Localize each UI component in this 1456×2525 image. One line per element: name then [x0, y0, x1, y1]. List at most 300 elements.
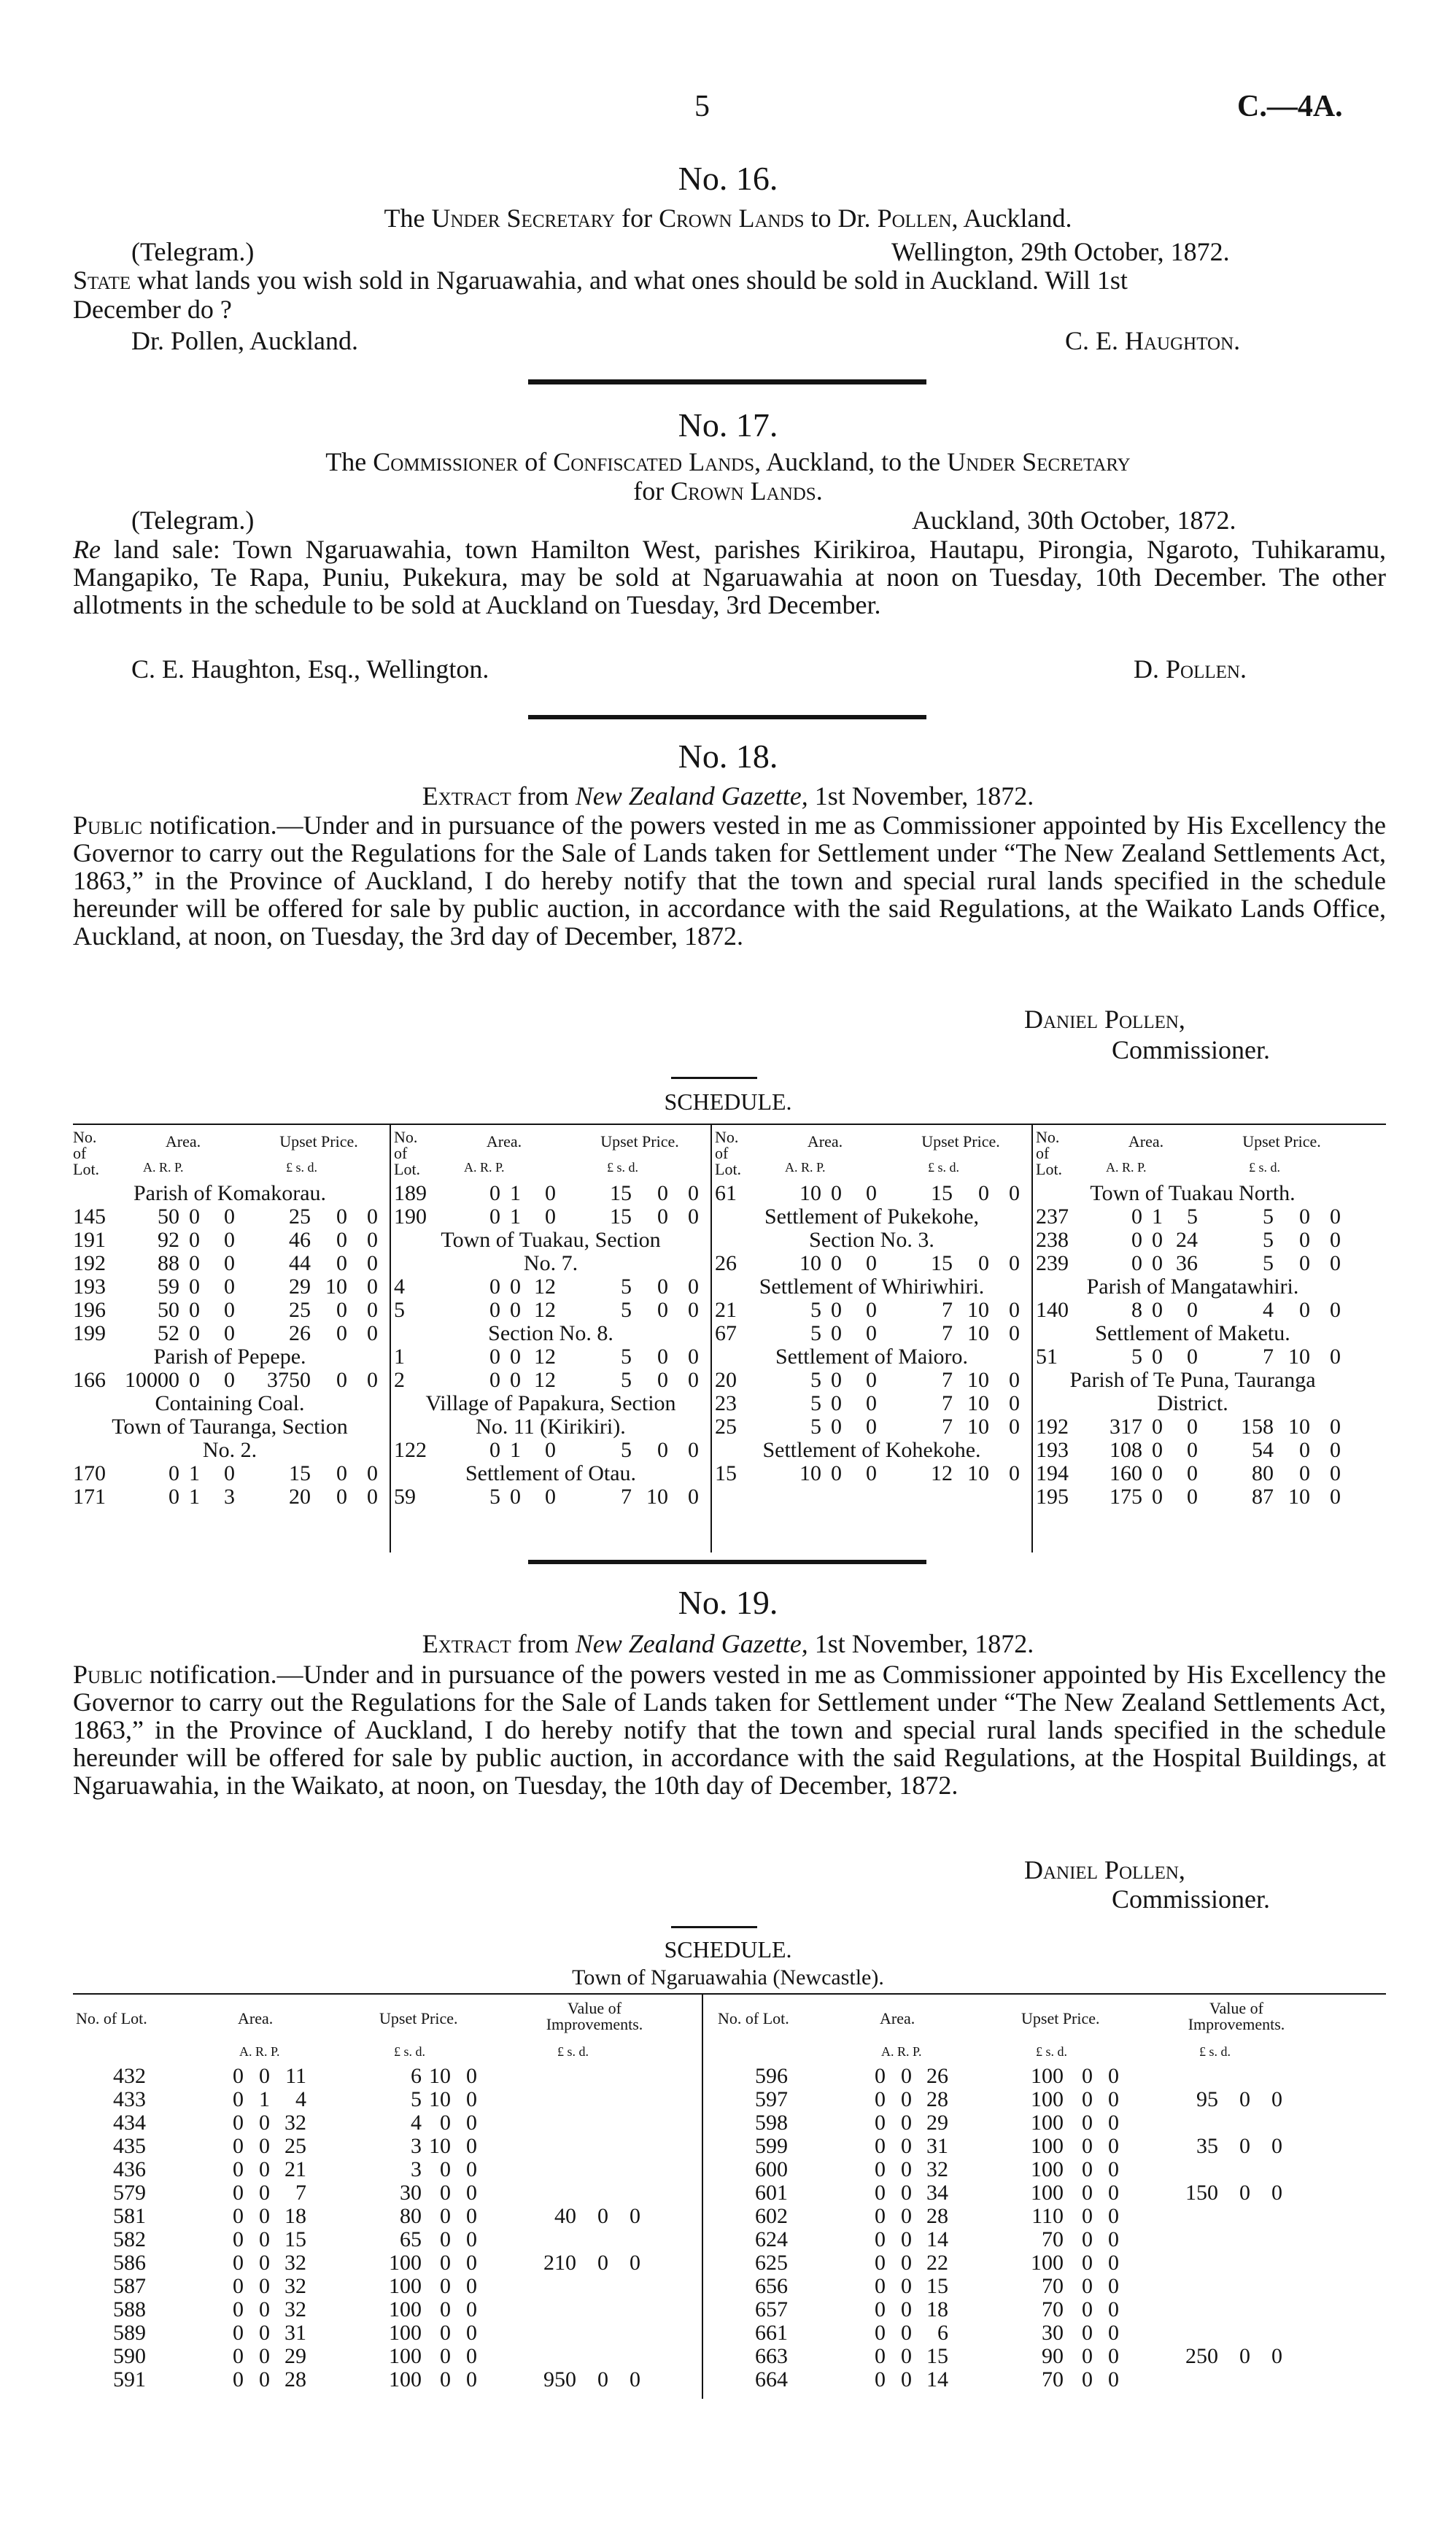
cell-a: 0: [875, 2227, 886, 2251]
cell-lot: 189: [394, 1181, 427, 1205]
cell-p: 0: [224, 1368, 235, 1392]
cell-s: 0: [657, 1345, 668, 1369]
cell-r: 0: [189, 1368, 200, 1392]
no17-number: No. 17.: [678, 406, 778, 444]
cell-a: 0: [233, 2227, 244, 2251]
col-value-header-1: Value of: [568, 1999, 621, 2017]
cell-lot: 434: [113, 2111, 146, 2135]
cell-d: 0: [1330, 1251, 1341, 1275]
cell-a: 0: [489, 1345, 500, 1369]
cell-r: 0: [1152, 1251, 1163, 1275]
cell-p: 26: [926, 2064, 948, 2088]
cell-a: 0: [233, 2204, 244, 2228]
cell-s: 10: [1288, 1415, 1310, 1439]
no18-schedule-table: [0, 1124, 1456, 1554]
col-lot-header: No. of Lot.: [1036, 1128, 1063, 1178]
cell-s: 0: [440, 2227, 451, 2251]
cell-r: 0: [259, 2274, 270, 2298]
cell-s: 0: [657, 1438, 668, 1462]
no16-body: State what lands you wish sold in Ngaruawahia, and what ones should be sold in Auckland. Will 1st December do ?: [73, 266, 1128, 324]
col-area-header: Area.: [880, 2009, 915, 2027]
cell-r: 0: [1152, 1438, 1163, 1462]
no17-place-date: Auckland, 30th October, 1872.: [912, 506, 1236, 535]
cell-vl: 35: [1196, 2134, 1218, 2158]
no19-schedule-subtitle: Town of Ngaruawahia (Newcastle).: [572, 1965, 884, 1990]
cell-d: 0: [1009, 1298, 1020, 1322]
no16-signature: C. E. Haughton.: [1065, 326, 1241, 355]
cell-d: 0: [1330, 1438, 1341, 1462]
cell-p: 14: [926, 2367, 948, 2391]
cell-lot: 657: [755, 2297, 788, 2321]
cell-s: 0: [1082, 2181, 1093, 2205]
cell-l: 15: [289, 1461, 311, 1485]
cell-d: 0: [367, 1321, 378, 1345]
cell-r: 0: [510, 1368, 521, 1392]
cell-r: 0: [259, 2134, 270, 2158]
cell-l: 12: [931, 1461, 953, 1485]
cell-lot: 599: [755, 2134, 788, 2158]
cell-p: 36: [1176, 1251, 1198, 1275]
divider-rule: [528, 379, 926, 384]
value-units: £ s. d.: [1199, 2044, 1231, 2059]
cell-p: 0: [224, 1228, 235, 1252]
cell-d: 0: [367, 1251, 378, 1275]
cell-s: 0: [1299, 1298, 1310, 1322]
cell-vs: 0: [597, 2204, 608, 2228]
cell-p: 28: [284, 2367, 306, 2391]
section-heading: Section No. 8.: [488, 1321, 613, 1345]
cell-vd: 0: [630, 2251, 640, 2275]
cell-s: 10: [429, 2064, 451, 2088]
cell-vd: 0: [630, 2367, 640, 2391]
cell-s: 0: [657, 1205, 668, 1229]
cell-a: 8: [1131, 1298, 1142, 1322]
cell-s: 0: [1082, 2064, 1093, 2088]
cell-l: 46: [289, 1228, 311, 1252]
cell-p: 0: [866, 1181, 877, 1205]
cell-lot: 590: [113, 2344, 146, 2368]
cell-d: 0: [1330, 1205, 1341, 1229]
table-top-rule: [73, 1993, 1386, 1995]
cell-l: 4: [1263, 1298, 1274, 1322]
cell-l: 3: [411, 2157, 422, 2181]
cell-r: 0: [831, 1415, 842, 1439]
cell-lot: 586: [113, 2251, 146, 2275]
cell-s: 0: [440, 2344, 451, 2368]
cell-r: 1: [189, 1461, 200, 1485]
cell-a: 0: [233, 2251, 244, 2275]
cell-a: 0: [233, 2344, 244, 2368]
cell-p: 0: [545, 1205, 556, 1229]
cell-p: 0: [224, 1205, 235, 1229]
cell-lot: 433: [113, 2087, 146, 2111]
col-price-header: Upset Price.: [600, 1132, 679, 1151]
cell-d: 0: [1330, 1298, 1341, 1322]
cell-r: 0: [901, 2297, 912, 2321]
cell-r: 1: [510, 1438, 521, 1462]
cell-vd: 0: [1271, 2087, 1282, 2111]
cell-d: 0: [466, 2227, 477, 2251]
cell-d: 0: [367, 1205, 378, 1229]
cell-s: 0: [657, 1275, 668, 1299]
cell-lot: 581: [113, 2204, 146, 2228]
cell-r: 1: [189, 1485, 200, 1509]
cell-a: 5: [1131, 1345, 1142, 1369]
no17-body: Re land sale: Town Ngaruawahia, town Hamilton West, parishes Kirikiroa, Hautapu, Pirongia, Ngaroto, Tuhikaramu, Mangapiko, Te Rapa, Puniu, Pukekura, may be sold at Ngaruawahia at noon on Tuesday, 10th December. The other allotments in the schedule to be sold at Auckland on Tuesday, 3rd December.: [73, 535, 1386, 619]
cell-s: 0: [440, 2274, 451, 2298]
col-area-header: Area.: [1128, 1132, 1164, 1151]
cell-r: 0: [259, 2157, 270, 2181]
cell-s: 0: [1082, 2274, 1093, 2298]
cell-lot: 171: [73, 1485, 106, 1509]
cell-d: 0: [1330, 1485, 1341, 1509]
cell-d: 0: [1108, 2204, 1119, 2228]
column-separator: [710, 1125, 712, 1552]
cell-a: 0: [875, 2251, 886, 2275]
cell-p: 12: [534, 1345, 556, 1369]
cell-l: 29: [289, 1275, 311, 1299]
cell-p: 24: [1176, 1228, 1198, 1252]
cell-l: 70: [1042, 2367, 1064, 2391]
cell-s: 0: [336, 1321, 347, 1345]
cell-lot: 600: [755, 2157, 788, 2181]
cell-l: 90: [1042, 2344, 1064, 2368]
cell-p: 0: [866, 1461, 877, 1485]
cell-lot: 432: [113, 2064, 146, 2088]
cell-lot: 579: [113, 2181, 146, 2205]
cell-d: 0: [688, 1298, 699, 1322]
cell-p: 0: [866, 1321, 877, 1345]
cell-a: 0: [875, 2064, 886, 2088]
no17-telegram: (Telegram.): [131, 506, 255, 535]
cell-r: 0: [259, 2064, 270, 2088]
cell-s: 0: [978, 1251, 989, 1275]
cell-r: 0: [831, 1181, 842, 1205]
cell-p: 22: [926, 2251, 948, 2275]
cell-d: 0: [466, 2064, 477, 2088]
cell-r: 0: [510, 1485, 521, 1509]
cell-lot: 122: [394, 1438, 427, 1462]
no18-extract-line: Extract from New Zealand Gazette, 1st November, 1872.: [422, 781, 1034, 811]
cell-a: 0: [875, 2111, 886, 2135]
cell-a: 0: [489, 1205, 500, 1229]
cell-l: 100: [389, 2344, 422, 2368]
cell-s: 0: [657, 1298, 668, 1322]
cell-l: 80: [1252, 1461, 1274, 1485]
no18-number: No. 18.: [678, 738, 778, 775]
cell-l: 7: [621, 1485, 632, 1509]
cell-a: 0: [233, 2181, 244, 2205]
cell-lot: 194: [1036, 1461, 1069, 1485]
cell-p: 32: [284, 2111, 306, 2135]
cell-r: 0: [259, 2344, 270, 2368]
cell-a: 5: [489, 1485, 500, 1509]
cell-p: 34: [926, 2181, 948, 2205]
cell-lot: 596: [755, 2064, 788, 2088]
cell-l: 7: [942, 1391, 953, 1415]
cell-p: 12: [534, 1275, 556, 1299]
cell-lot: 190: [394, 1205, 427, 1229]
cell-lot: 15: [715, 1461, 737, 1485]
cell-vl: 950: [543, 2367, 576, 2391]
cell-r: 0: [901, 2157, 912, 2181]
cell-s: 0: [1082, 2321, 1093, 2345]
cell-d: 0: [367, 1228, 378, 1252]
section-heading: Settlement of Whiriwhiri.: [759, 1275, 985, 1299]
cell-d: 0: [1108, 2227, 1119, 2251]
cell-s: 0: [1299, 1438, 1310, 1462]
cell-l: 26: [289, 1321, 311, 1345]
cell-p: 25: [284, 2134, 306, 2158]
cell-s: 10: [1288, 1345, 1310, 1369]
cell-lot: 237: [1036, 1205, 1069, 1229]
col-area-header: Area.: [165, 1132, 201, 1151]
cell-lot: 59: [394, 1485, 416, 1509]
cell-p: 15: [926, 2274, 948, 2298]
cell-p: 28: [926, 2204, 948, 2228]
cell-l: 7: [942, 1368, 953, 1392]
cell-p: 0: [866, 1298, 877, 1322]
cell-s: 0: [1082, 2344, 1093, 2368]
no18-signer: Daniel Pollen,: [1024, 1005, 1185, 1034]
cell-a: 50: [158, 1205, 179, 1229]
cell-d: 0: [367, 1461, 378, 1485]
section-heading: Town of Tuakau, Section: [441, 1228, 661, 1252]
cell-l: 100: [1031, 2064, 1064, 2088]
cell-a: 5: [810, 1321, 821, 1345]
value-units: £ s. d.: [557, 2044, 589, 2059]
cell-d: 0: [466, 2157, 477, 2181]
cell-a: 0: [1131, 1251, 1142, 1275]
cell-r: 0: [831, 1321, 842, 1345]
section-heading: Parish of Pepepe.: [153, 1345, 306, 1369]
price-units: £ s. d.: [928, 1160, 960, 1175]
cell-l: 70: [1042, 2297, 1064, 2321]
table-top-rule: [73, 1124, 1386, 1125]
cell-a: 5: [810, 1298, 821, 1322]
cell-s: 0: [336, 1461, 347, 1485]
cell-l: 100: [389, 2321, 422, 2345]
cell-lot: 192: [1036, 1415, 1069, 1439]
cell-s: 10: [967, 1415, 989, 1439]
section-heading: No. 7.: [523, 1251, 578, 1275]
cell-p: 0: [1187, 1345, 1198, 1369]
no17-signature: D. Pollen.: [1134, 654, 1247, 684]
cell-r: 0: [189, 1321, 200, 1345]
cell-a: 10: [799, 1251, 821, 1275]
cell-l: 100: [1031, 2134, 1064, 2158]
cell-a: 175: [1110, 1485, 1142, 1509]
cell-p: 0: [866, 1391, 877, 1415]
cell-s: 10: [967, 1368, 989, 1392]
cell-s: 0: [1299, 1461, 1310, 1485]
cell-l: 3750: [267, 1368, 311, 1392]
cell-l: 15: [610, 1205, 632, 1229]
cell-a: 0: [233, 2274, 244, 2298]
cell-r: 0: [901, 2204, 912, 2228]
cell-l: 65: [400, 2227, 422, 2251]
cell-a: 0: [233, 2087, 244, 2111]
no19-signer: Daniel Pollen,: [1024, 1855, 1185, 1884]
cell-s: 0: [1082, 2134, 1093, 2158]
section-heading: Village of Papakura, Section: [425, 1391, 676, 1415]
cell-p: 32: [284, 2251, 306, 2275]
cell-s: 0: [657, 1181, 668, 1205]
cell-lot: 170: [73, 1461, 106, 1485]
cell-d: 0: [367, 1485, 378, 1509]
col-value-header-2: Improvements.: [1188, 2015, 1285, 2033]
cell-s: 0: [440, 2367, 451, 2391]
cell-l: 5: [621, 1275, 632, 1299]
cell-l: 6: [411, 2064, 422, 2088]
cell-vd: 0: [1271, 2181, 1282, 2205]
col-price-header: Upset Price.: [1021, 2009, 1100, 2027]
cell-d: 0: [1330, 1345, 1341, 1369]
cell-r: 0: [189, 1205, 200, 1229]
cell-vs: 0: [1239, 2344, 1250, 2368]
cell-a: 0: [875, 2204, 886, 2228]
cell-d: 0: [1009, 1251, 1020, 1275]
cell-p: 0: [224, 1298, 235, 1322]
cell-p: 11: [285, 2064, 306, 2088]
cell-d: 0: [688, 1205, 699, 1229]
cell-s: 0: [440, 2251, 451, 2275]
cell-p: 0: [545, 1181, 556, 1205]
cell-a: 0: [169, 1461, 179, 1485]
cell-l: 5: [621, 1298, 632, 1322]
cell-d: 0: [1108, 2181, 1119, 2205]
cell-lot: 145: [73, 1205, 106, 1229]
cell-a: 0: [489, 1368, 500, 1392]
cell-r: 0: [510, 1298, 521, 1322]
col-lot-header: No. of Lot.: [718, 2009, 789, 2027]
col-value-header-2: Improvements.: [546, 2015, 643, 2033]
cell-p: 31: [284, 2321, 306, 2345]
cell-l: 7: [1263, 1345, 1274, 1369]
section-heading: No. 11 (Kirikiri).: [476, 1415, 626, 1439]
cell-lot: 196: [73, 1298, 106, 1322]
cell-l: 70: [1042, 2227, 1064, 2251]
cell-l: 5: [621, 1345, 632, 1369]
cell-r: 0: [1152, 1415, 1163, 1439]
cell-d: 0: [1108, 2274, 1119, 2298]
cell-lot: 591: [113, 2367, 146, 2391]
no16-telegram: (Telegram.): [131, 237, 255, 266]
cell-lot: 661: [755, 2321, 788, 2345]
cell-lot: 4: [394, 1275, 405, 1299]
cell-p: 29: [926, 2111, 948, 2135]
cell-r: 0: [901, 2344, 912, 2368]
cell-lot: 26: [715, 1251, 737, 1275]
cell-lot: 589: [113, 2321, 146, 2345]
col-price-header: Upset Price.: [379, 2009, 458, 2027]
cell-d: 0: [1108, 2134, 1119, 2158]
cell-p: 3: [224, 1485, 235, 1509]
cell-r: 0: [1152, 1228, 1163, 1252]
cell-r: 0: [1152, 1461, 1163, 1485]
cell-s: 10: [967, 1461, 989, 1485]
cell-d: 0: [1108, 2087, 1119, 2111]
cell-a: 0: [875, 2087, 886, 2111]
cell-s: 10: [1288, 1485, 1310, 1509]
cell-lot: 199: [73, 1321, 106, 1345]
cell-a: 0: [489, 1298, 500, 1322]
cell-r: 0: [901, 2227, 912, 2251]
cell-l: 100: [1031, 2251, 1064, 2275]
col-price-header: Upset Price.: [921, 1132, 1000, 1151]
cell-s: 0: [1082, 2227, 1093, 2251]
cell-p: 0: [224, 1251, 235, 1275]
cell-d: 0: [466, 2274, 477, 2298]
cell-s: 0: [336, 1368, 347, 1392]
cell-l: 5: [621, 1438, 632, 1462]
cell-s: 0: [336, 1251, 347, 1275]
cell-r: 0: [189, 1228, 200, 1252]
cell-r: 1: [1152, 1205, 1163, 1229]
cell-r: 0: [901, 2064, 912, 2088]
column-separator: [390, 1125, 391, 1552]
cell-l: 54: [1252, 1438, 1274, 1462]
cell-p: 32: [284, 2297, 306, 2321]
cell-lot: 166: [73, 1368, 106, 1392]
cell-vs: 0: [597, 2251, 608, 2275]
page-number: 5: [694, 90, 710, 123]
cell-d: 0: [1009, 1181, 1020, 1205]
col-area-header: Area.: [807, 1132, 843, 1151]
cell-p: 0: [545, 1438, 556, 1462]
cell-s: 10: [967, 1298, 989, 1322]
cell-s: 0: [1082, 2087, 1093, 2111]
cell-d: 0: [466, 2134, 477, 2158]
cell-r: 0: [259, 2251, 270, 2275]
cell-lot: 192: [73, 1251, 106, 1275]
cell-p: 18: [284, 2204, 306, 2228]
cell-p: 12: [534, 1298, 556, 1322]
area-units: A. R. P.: [464, 1160, 505, 1175]
cell-d: 0: [688, 1485, 699, 1509]
cell-a: 0: [875, 2321, 886, 2345]
cell-lot: 25: [715, 1415, 737, 1439]
section-heading: Parish of Komakorau.: [133, 1181, 327, 1205]
col-lot-header: No. of Lot.: [394, 1128, 421, 1178]
cell-s: 0: [1082, 2157, 1093, 2181]
cell-s: 0: [1082, 2251, 1093, 2275]
cell-s: 10: [429, 2134, 451, 2158]
cell-a: 52: [158, 1321, 179, 1345]
cell-l: 30: [1042, 2321, 1064, 2345]
cell-r: 0: [510, 1345, 521, 1369]
cell-l: 100: [389, 2251, 422, 2275]
cell-vd: 0: [1271, 2344, 1282, 2368]
cell-a: 0: [875, 2274, 886, 2298]
no19-schedule-table: [0, 1993, 1456, 2402]
cell-lot: 1: [394, 1345, 405, 1369]
cell-l: 4: [411, 2111, 422, 2135]
cell-l: 5: [411, 2087, 422, 2111]
cell-a: 160: [1110, 1461, 1142, 1485]
schedule-rule: [671, 1077, 757, 1079]
cell-a: 0: [233, 2297, 244, 2321]
cell-l: 80: [400, 2204, 422, 2228]
cell-p: 5: [1187, 1205, 1198, 1229]
cell-l: 100: [1031, 2111, 1064, 2135]
cell-s: 0: [1082, 2111, 1093, 2135]
cell-s: 0: [440, 2204, 451, 2228]
col-lot-header: No. of Lot.: [76, 2009, 147, 2027]
cell-p: 12: [534, 1368, 556, 1392]
cell-vd: 0: [1271, 2134, 1282, 2158]
price-units: £ s. d.: [1249, 1160, 1281, 1175]
